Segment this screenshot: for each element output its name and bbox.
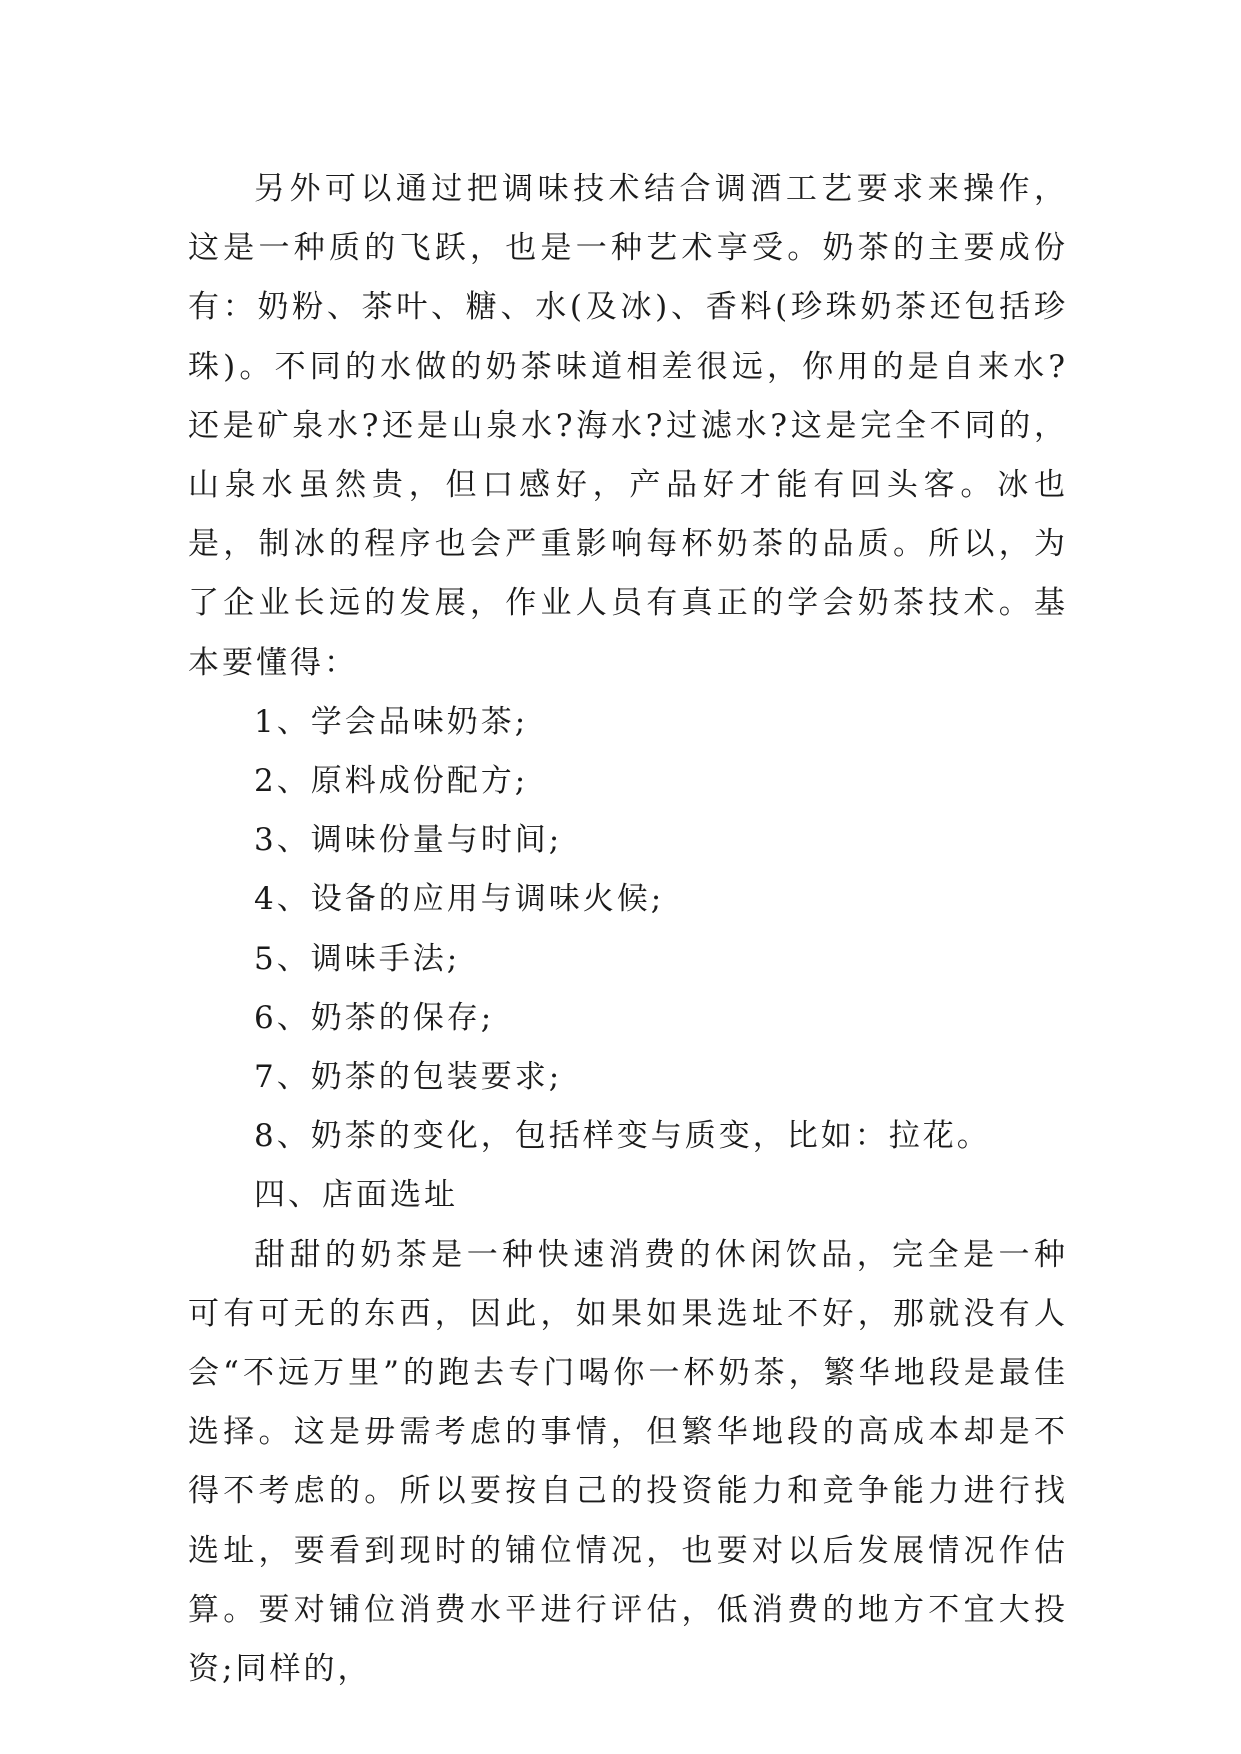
list-item: 3、调味份量与时间; (254, 822, 563, 859)
paragraph-milk-tea-ingredients: 另外可以通过把调味技术结合调酒工艺要求来操作，这是一种质的飞跃，也是一种艺术享受。奶茶的主要成份有：奶粉、茶叶、糖、水(及冰)、香料(珍珠奶茶还包括珍珠)。不同的水做的奶茶味道相差很远，你用的是自来水?还是矿泉水?还是山泉水?海水?过滤水?这是完全不同的，山泉水虽然贵，但口感好，产品好才能有回头客。冰也是，制冰的程序也会严重影响每杯奶茶的品质。所以，为了企业长远的发展，作业人员有真正的学会奶茶技术。基本要懂得： (188, 171, 1068, 681)
list-item: 6、奶茶的保存; (254, 999, 495, 1036)
paragraph-store-location: 甜甜的奶茶是一种快速消费的休闲饮品，完全是一种可有可无的东西，因此，如果如果选址不好，那就没有人会“不远万里”的跑去专门喝你一杯奶茶，繁华地段是最佳选择。这是毋需考虑的事情，但繁华地段的高成本却是不得不考虑的。所以要按自己的投资能力和竞争能力进行找选址，要看到现时的铺位情况，也要对以后发展情况作估算。要对铺位消费水平进行评估，低消费的地方不宜大投资;同样的， (188, 1236, 1068, 1688)
list-item: 8、奶茶的变化，包括样变与质变，比如：拉花。 (254, 1118, 991, 1155)
document-body (188, 160, 1068, 1699)
list-item: 7、奶茶的包装要求; (254, 1059, 563, 1096)
list-item: 4、设备的应用与调味火候; (254, 881, 665, 918)
list-item: 2、原料成份配方; (254, 763, 529, 800)
list-item: 1、学会品味奶茶; (254, 703, 529, 740)
section-heading: 四、店面选址 (254, 1177, 458, 1214)
list-item: 5、调味手法; (254, 940, 461, 977)
